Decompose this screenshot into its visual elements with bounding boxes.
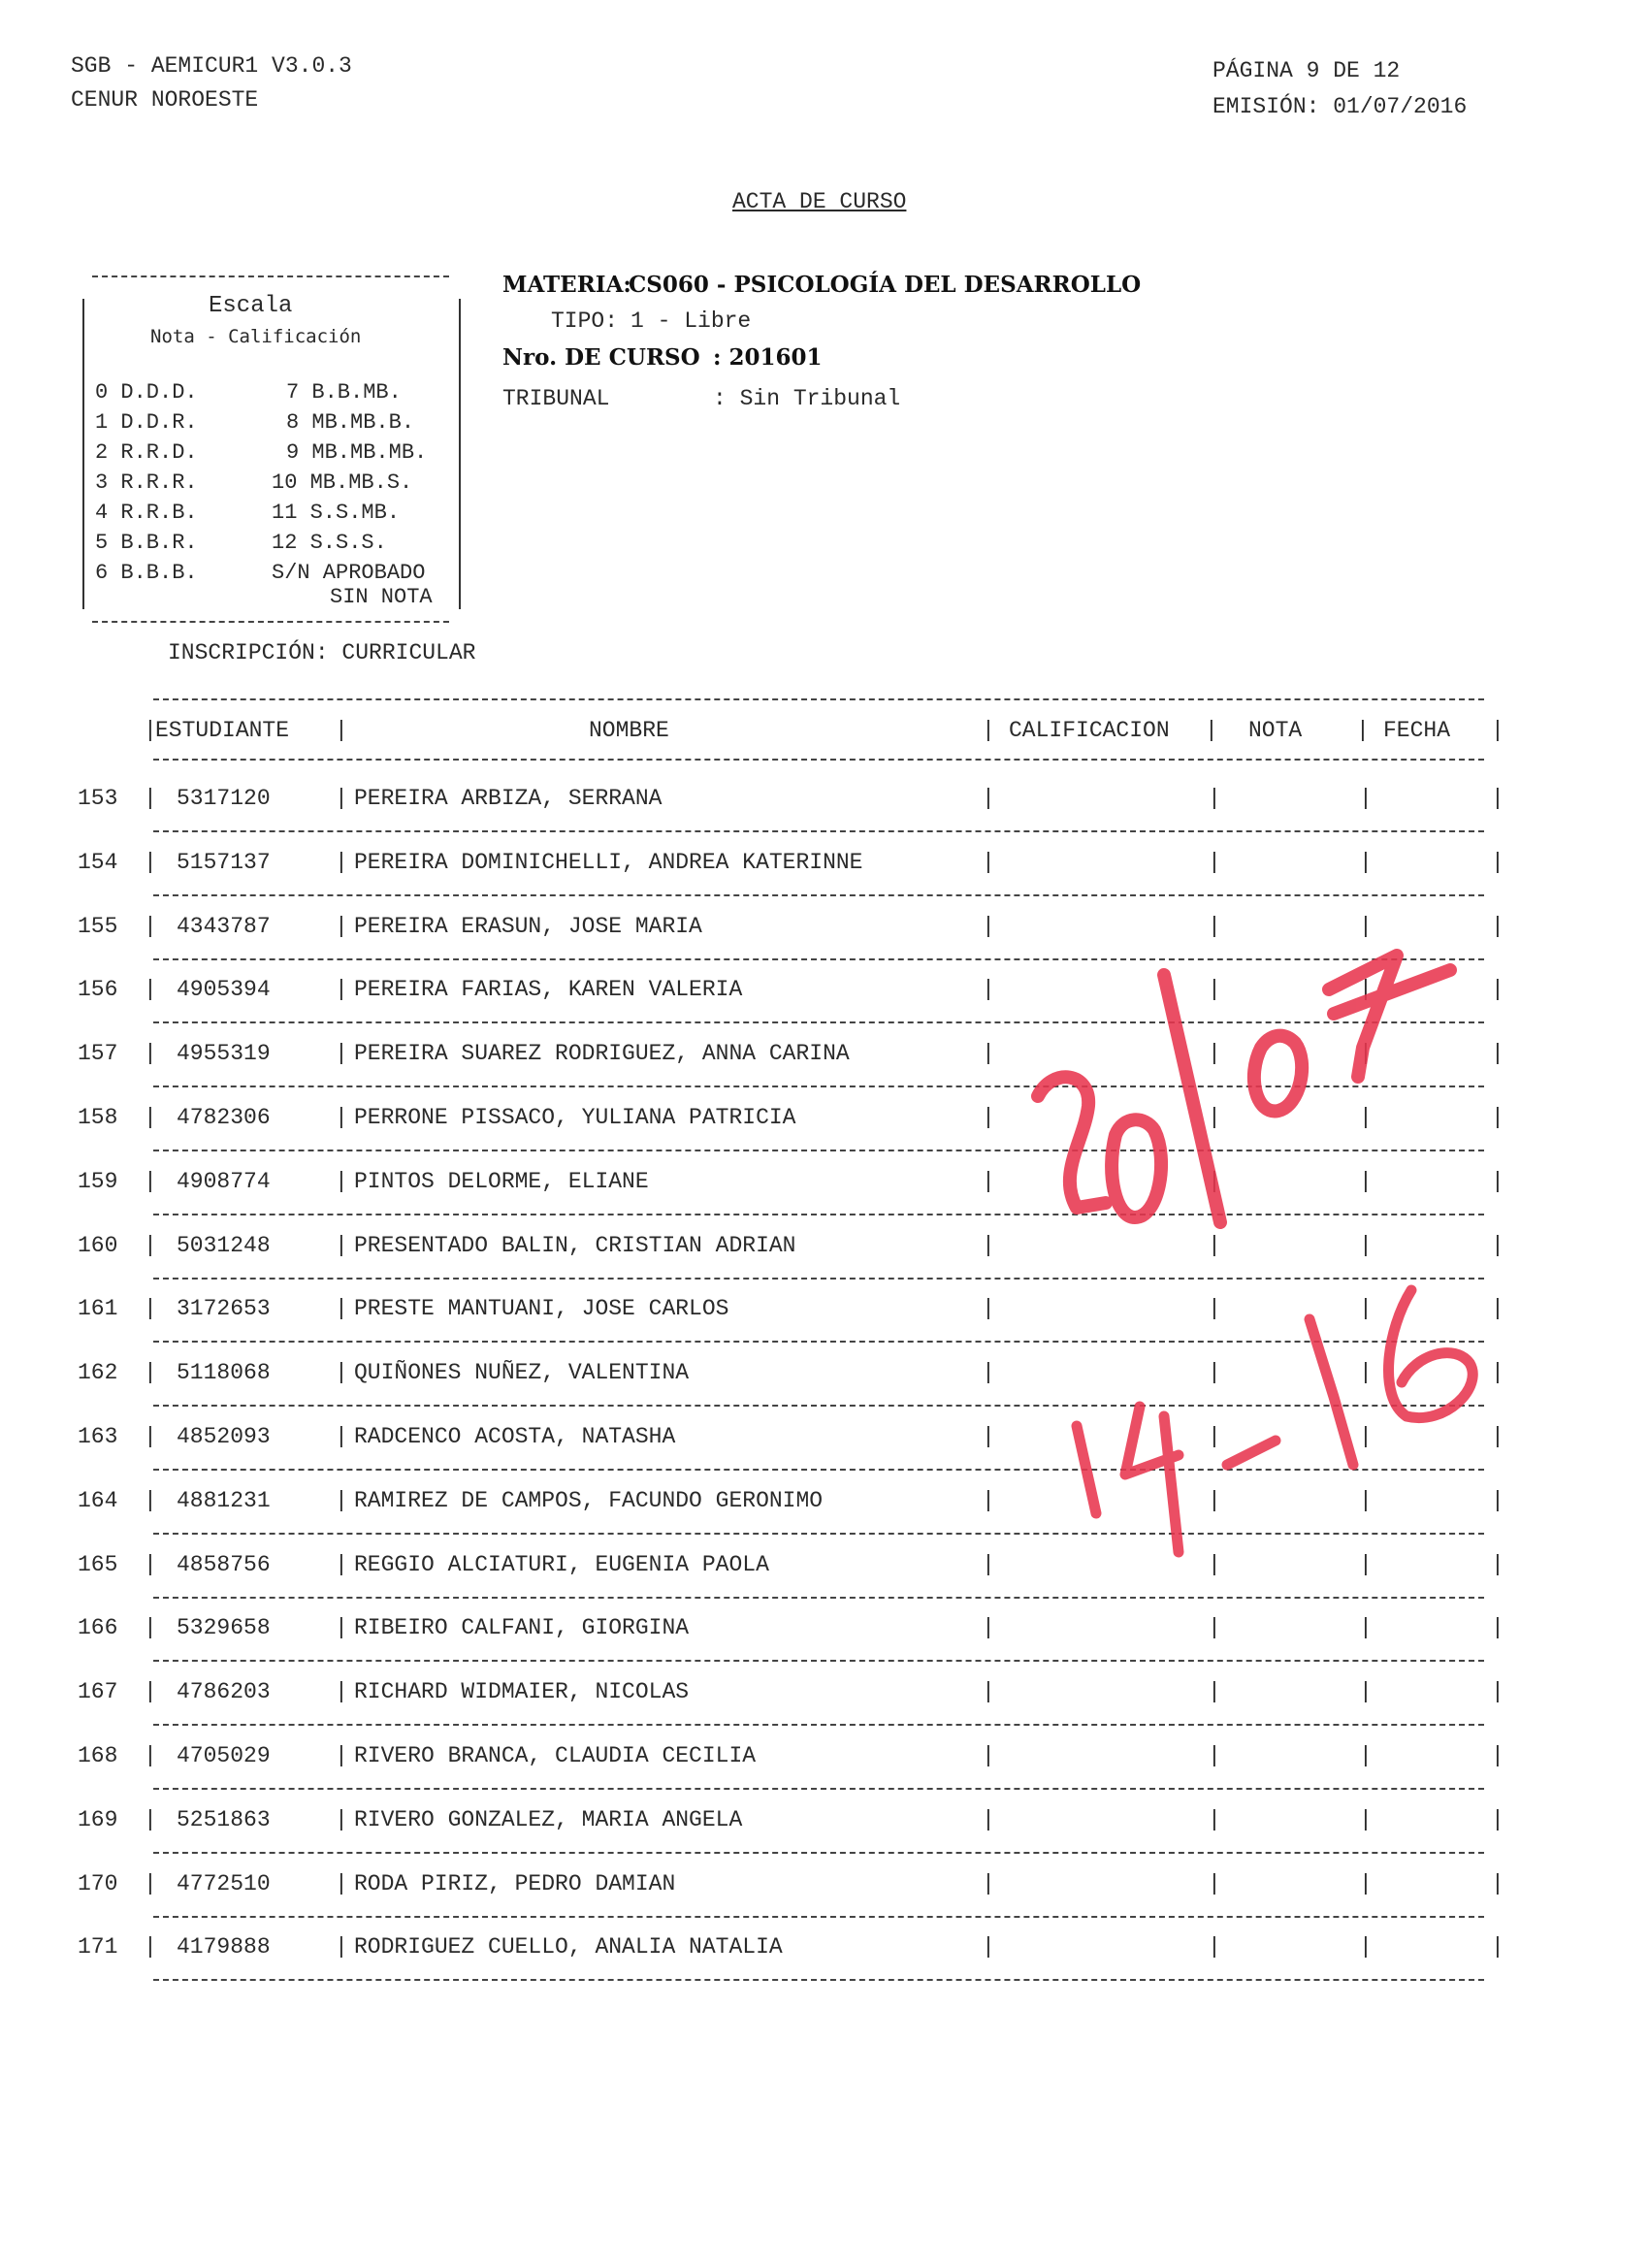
row-sep: |	[335, 786, 348, 811]
row-sep: |	[144, 1743, 157, 1768]
scale-line: 1 D.D.R.	[95, 410, 198, 435]
table-row	[0, 1041, 1649, 1105]
row-sep: |	[1491, 1807, 1504, 1832]
student-name: PRESTE MANTUANI, JOSE CARLOS	[354, 1296, 729, 1321]
row-sep: |	[1208, 1488, 1221, 1513]
row-sep: |	[1491, 1296, 1504, 1321]
row-sep: |	[144, 1615, 157, 1640]
materia-label: MATERIA:	[502, 272, 631, 298]
row-sep: |	[335, 1743, 348, 1768]
table-row	[0, 1807, 1649, 1871]
curso-value: : 201601	[713, 344, 823, 371]
row-number: 171	[78, 1934, 118, 1960]
row-sep: |	[144, 1679, 157, 1704]
student-id: 4179888	[177, 1934, 271, 1960]
row-sep: |	[1208, 786, 1221, 811]
row-sep: |	[982, 1041, 995, 1066]
row-sep: |	[335, 1934, 348, 1960]
table-row	[0, 977, 1649, 1041]
row-divider	[153, 1085, 1484, 1087]
row-sep: |	[144, 1807, 157, 1832]
row-number: 159	[78, 1169, 118, 1194]
row-sep: |	[1208, 1871, 1221, 1896]
row-sep: |	[1208, 1679, 1221, 1704]
row-sep: |	[1491, 977, 1504, 1002]
page-title: ACTA DE CURSO	[732, 189, 907, 214]
row-number: 161	[78, 1296, 118, 1321]
table-row	[0, 1488, 1649, 1552]
row-divider	[153, 1852, 1484, 1854]
row-sep: |	[1491, 1679, 1504, 1704]
row-number: 167	[78, 1679, 118, 1704]
row-sep: |	[1208, 850, 1221, 875]
row-number: 155	[78, 914, 118, 939]
student-id: 4786203	[177, 1679, 271, 1704]
student-name: RIBEIRO CALFANI, GIORGINA	[354, 1615, 690, 1640]
row-sep: |	[144, 1424, 157, 1449]
row-sep: |	[335, 1233, 348, 1258]
row-sep: |	[335, 1488, 348, 1513]
row-divider	[153, 1405, 1484, 1407]
student-id: 5317120	[177, 786, 271, 811]
student-id: 4858756	[177, 1552, 271, 1577]
row-sep: |	[335, 914, 348, 939]
student-name: PEREIRA ARBIZA, SERRANA	[354, 786, 663, 811]
row-divider	[153, 1660, 1484, 1662]
row-number: 162	[78, 1360, 118, 1385]
row-sep: |	[1208, 1424, 1221, 1449]
row-sep: |	[144, 850, 157, 875]
row-sep: |	[144, 977, 157, 1002]
header-sep: |	[144, 718, 157, 743]
row-sep: |	[1359, 1296, 1373, 1321]
row-sep: |	[1491, 1041, 1504, 1066]
tribunal-value: : Sin Tribunal	[713, 386, 901, 411]
table-row	[0, 1743, 1649, 1807]
row-sep: |	[1208, 1552, 1221, 1577]
row-sep: |	[335, 1424, 348, 1449]
row-sep: |	[1208, 1233, 1221, 1258]
row-sep: |	[1491, 1105, 1504, 1130]
student-name: RICHARD WIDMAIER, NICOLAS	[354, 1679, 690, 1704]
row-divider	[153, 1979, 1484, 1981]
scale-line: S/N APROBADO	[272, 561, 426, 585]
row-number: 153	[78, 786, 118, 811]
row-sep: |	[1491, 1934, 1504, 1960]
row-sep: |	[1359, 1615, 1373, 1640]
row-sep: |	[144, 914, 157, 939]
student-name: RADCENCO ACOSTA, NATASHA	[354, 1424, 676, 1449]
scale-line: 6 B.B.B.	[95, 561, 198, 585]
scale-line: 0 D.D.D.	[95, 380, 198, 405]
row-sep: |	[1359, 1552, 1373, 1577]
student-id: 4955319	[177, 1041, 271, 1066]
row-number: 164	[78, 1488, 118, 1513]
row-divider	[153, 1533, 1484, 1535]
row-sep: |	[335, 1360, 348, 1385]
row-sep: |	[982, 1934, 995, 1960]
row-sep: |	[1359, 1424, 1373, 1449]
header-nota: NOTA	[1248, 718, 1303, 743]
scale-line: 4 R.R.B.	[95, 501, 198, 525]
row-sep: |	[1208, 1296, 1221, 1321]
table-row	[0, 1679, 1649, 1743]
row-sep: |	[335, 1679, 348, 1704]
student-id: 4905394	[177, 977, 271, 1002]
row-divider	[153, 1341, 1484, 1343]
row-sep: |	[1491, 1488, 1504, 1513]
row-sep: |	[1491, 1233, 1504, 1258]
row-divider	[153, 1469, 1484, 1471]
row-sep: |	[1359, 1041, 1373, 1066]
student-id: 5031248	[177, 1233, 271, 1258]
scale-subtitle: Nota - Calificación	[150, 326, 362, 347]
row-sep: |	[982, 977, 995, 1002]
student-id: 4772510	[177, 1871, 271, 1896]
row-sep: |	[335, 1296, 348, 1321]
student-id: 5157137	[177, 850, 271, 875]
row-sep: |	[1208, 977, 1221, 1002]
row-divider	[153, 1788, 1484, 1790]
scale-top-border	[92, 275, 449, 277]
student-name: PERRONE PISSACO, YULIANA PATRICIA	[354, 1105, 796, 1130]
row-sep: |	[1491, 786, 1504, 811]
table-row	[0, 1105, 1649, 1169]
row-sep: |	[982, 1424, 995, 1449]
row-sep: |	[982, 1871, 995, 1896]
row-sep: |	[144, 1233, 157, 1258]
student-id: 3172653	[177, 1296, 271, 1321]
scale-right-border	[459, 299, 461, 609]
row-divider	[153, 958, 1484, 960]
row-sep: |	[982, 1360, 995, 1385]
row-divider	[153, 1150, 1484, 1151]
row-divider	[153, 1724, 1484, 1726]
row-sep: |	[1359, 1871, 1373, 1896]
row-sep: |	[1491, 1552, 1504, 1577]
table-row	[0, 914, 1649, 978]
student-name: RODRIGUEZ CUELLO, ANALIA NATALIA	[354, 1934, 783, 1960]
row-sep: |	[1491, 1615, 1504, 1640]
student-name: QUIÑONES NUÑEZ, VALENTINA	[354, 1360, 690, 1385]
row-sep: |	[335, 1871, 348, 1896]
student-id: 4705029	[177, 1743, 271, 1768]
scale-line: 2 R.R.D.	[95, 440, 198, 465]
student-name: REGGIO ALCIATURI, EUGENIA PAOLA	[354, 1552, 769, 1577]
student-id: 4908774	[177, 1169, 271, 1194]
header-sep: |	[1356, 718, 1370, 743]
row-sep: |	[1359, 914, 1373, 939]
row-sep: |	[335, 1552, 348, 1577]
scale-line: 10 MB.MB.S.	[272, 470, 413, 495]
row-sep: |	[144, 1488, 157, 1513]
row-sep: |	[1491, 1424, 1504, 1449]
row-sep: |	[1208, 1615, 1221, 1640]
row-sep: |	[982, 1169, 995, 1194]
row-sep: |	[144, 1041, 157, 1066]
table-row	[0, 1296, 1649, 1360]
row-sep: |	[982, 914, 995, 939]
row-sep: |	[1359, 1169, 1373, 1194]
row-sep: |	[335, 1105, 348, 1130]
materia-value: CS060 - PSICOLOGÍA DEL DESARROLLO	[629, 272, 1142, 298]
row-sep: |	[982, 1488, 995, 1513]
student-id: 5329658	[177, 1615, 271, 1640]
row-sep: |	[1359, 786, 1373, 811]
row-sep: |	[1491, 914, 1504, 939]
student-name: RAMIREZ DE CAMPOS, FACUNDO GERONIMO	[354, 1488, 824, 1513]
scale-title: Escala	[209, 293, 293, 319]
row-number: 157	[78, 1041, 118, 1066]
student-name: PEREIRA DOMINICHELLI, ANDREA KATERINNE	[354, 850, 863, 875]
student-id: 4852093	[177, 1424, 271, 1449]
table-row	[0, 1871, 1649, 1935]
row-sep: |	[144, 1934, 157, 1960]
row-number: 170	[78, 1871, 118, 1896]
scale-line: 11 S.S.MB.	[272, 501, 401, 525]
tribunal-label: TRIBUNAL	[502, 386, 610, 411]
row-sep: |	[1491, 1169, 1504, 1194]
tipo-value: 1 - Libre	[630, 308, 752, 334]
row-sep: |	[982, 1679, 995, 1704]
row-sep: |	[144, 1105, 157, 1130]
row-divider	[153, 1021, 1484, 1023]
row-number: 168	[78, 1743, 118, 1768]
row-divider	[153, 1597, 1484, 1599]
row-sep: |	[982, 850, 995, 875]
row-number: 166	[78, 1615, 118, 1640]
header-sep: |	[335, 718, 348, 743]
student-id: 4343787	[177, 914, 271, 939]
student-name: PEREIRA ERASUN, JOSE MARIA	[354, 914, 702, 939]
row-sep: |	[1491, 1743, 1504, 1768]
scale-bottom-border	[92, 621, 449, 623]
header-sep: |	[1491, 718, 1504, 743]
table-row	[0, 1424, 1649, 1488]
table-row	[0, 1233, 1649, 1297]
student-id: 4881231	[177, 1488, 271, 1513]
inscripcion-type: INSCRIPCIÓN: CURRICULAR	[168, 640, 476, 665]
student-name: RODA PIRIZ, PEDRO DAMIAN	[354, 1871, 676, 1896]
student-name: PINTOS DELORME, ELIANE	[354, 1169, 649, 1194]
row-sep: |	[335, 1807, 348, 1832]
scale-line: 9 MB.MB.MB.	[286, 440, 428, 465]
student-name: PEREIRA SUAREZ RODRIGUEZ, ANNA CARINA	[354, 1041, 850, 1066]
row-sep: |	[1491, 1871, 1504, 1896]
row-divider	[153, 894, 1484, 896]
row-sep: |	[1359, 1679, 1373, 1704]
row-sep: |	[1208, 1807, 1221, 1832]
row-number: 156	[78, 977, 118, 1002]
student-name: RIVERO BRANCA, CLAUDIA CECILIA	[354, 1743, 757, 1768]
scale-line: SIN NOTA	[330, 585, 433, 609]
row-sep: |	[144, 1296, 157, 1321]
student-name: RIVERO GONZALEZ, MARIA ANGELA	[354, 1807, 743, 1832]
scale-line: 3 R.R.R.	[95, 470, 198, 495]
row-divider	[153, 1278, 1484, 1280]
table-row	[0, 1360, 1649, 1424]
row-number: 154	[78, 850, 118, 875]
scale-left-border	[82, 299, 84, 609]
row-sep: |	[335, 977, 348, 1002]
scale-line: 12 S.S.S.	[272, 531, 387, 555]
row-sep: |	[335, 850, 348, 875]
scale-line: 8 MB.MB.B.	[286, 410, 415, 435]
row-sep: |	[144, 1552, 157, 1577]
row-sep: |	[1359, 1934, 1373, 1960]
table-row	[0, 1169, 1649, 1233]
row-sep: |	[982, 1615, 995, 1640]
row-divider	[153, 1214, 1484, 1215]
header-name: NOMBRE	[589, 718, 669, 743]
row-sep: |	[1208, 1105, 1221, 1130]
row-sep: |	[1208, 914, 1221, 939]
scale-line: 5 B.B.R.	[95, 531, 198, 555]
table-row	[0, 850, 1649, 914]
row-sep: |	[1208, 1169, 1221, 1194]
student-id: 5251863	[177, 1807, 271, 1832]
page-indicator: PÁGINA 9 DE 12	[1212, 58, 1401, 83]
row-number: 169	[78, 1807, 118, 1832]
row-sep: |	[982, 1296, 995, 1321]
student-name: PEREIRA FARIAS, KAREN VALERIA	[354, 977, 743, 1002]
student-id: 4782306	[177, 1105, 271, 1130]
row-sep: |	[1359, 1233, 1373, 1258]
center-name: CENUR NOROESTE	[71, 87, 259, 113]
system-version: SGB - AEMICUR1 V3.0.3	[71, 53, 352, 79]
tipo-label: TIPO:	[551, 308, 619, 334]
row-sep: |	[144, 1871, 157, 1896]
row-sep: |	[1208, 1360, 1221, 1385]
row-number: 163	[78, 1424, 118, 1449]
row-sep: |	[1208, 1041, 1221, 1066]
scale-line: 7 B.B.MB.	[286, 380, 402, 405]
table-header-bottom	[153, 759, 1484, 761]
table-row	[0, 1934, 1649, 1998]
row-sep: |	[982, 1105, 995, 1130]
row-sep: |	[1359, 1807, 1373, 1832]
student-id: 5118068	[177, 1360, 271, 1385]
row-sep: |	[982, 1233, 995, 1258]
row-number: 160	[78, 1233, 118, 1258]
header-grade: CALIFICACION	[1009, 718, 1170, 743]
row-sep: |	[1208, 1743, 1221, 1768]
row-sep: |	[1359, 1743, 1373, 1768]
emission-date: EMISIÓN: 01/07/2016	[1212, 94, 1468, 119]
curso-label: Nro. DE CURSO	[502, 344, 700, 371]
table-row	[0, 786, 1649, 850]
row-sep: |	[982, 1807, 995, 1832]
row-sep: |	[144, 786, 157, 811]
header-date: FECHA	[1383, 718, 1451, 743]
row-divider	[153, 830, 1484, 832]
row-sep: |	[1491, 850, 1504, 875]
row-sep: |	[335, 1615, 348, 1640]
table-header-top	[153, 698, 1484, 700]
row-sep: |	[144, 1169, 157, 1194]
row-sep: |	[335, 1169, 348, 1194]
row-sep: |	[335, 1041, 348, 1066]
row-divider	[153, 1916, 1484, 1918]
row-sep: |	[1359, 1105, 1373, 1130]
header-sep: |	[1205, 718, 1218, 743]
student-name: PRESENTADO BALIN, CRISTIAN ADRIAN	[354, 1233, 796, 1258]
row-sep: |	[982, 786, 995, 811]
row-number: 165	[78, 1552, 118, 1577]
header-student: ESTUDIANTE	[155, 718, 290, 743]
row-sep: |	[982, 1743, 995, 1768]
row-sep: |	[1359, 1360, 1373, 1385]
table-row	[0, 1552, 1649, 1616]
row-sep: |	[982, 1552, 995, 1577]
row-sep: |	[144, 1360, 157, 1385]
row-sep: |	[1491, 1360, 1504, 1385]
row-sep: |	[1359, 977, 1373, 1002]
row-sep: |	[1208, 1934, 1221, 1960]
header-sep: |	[982, 718, 995, 743]
row-sep: |	[1359, 850, 1373, 875]
row-number: 158	[78, 1105, 118, 1130]
table-row	[0, 1615, 1649, 1679]
row-sep: |	[1359, 1488, 1373, 1513]
